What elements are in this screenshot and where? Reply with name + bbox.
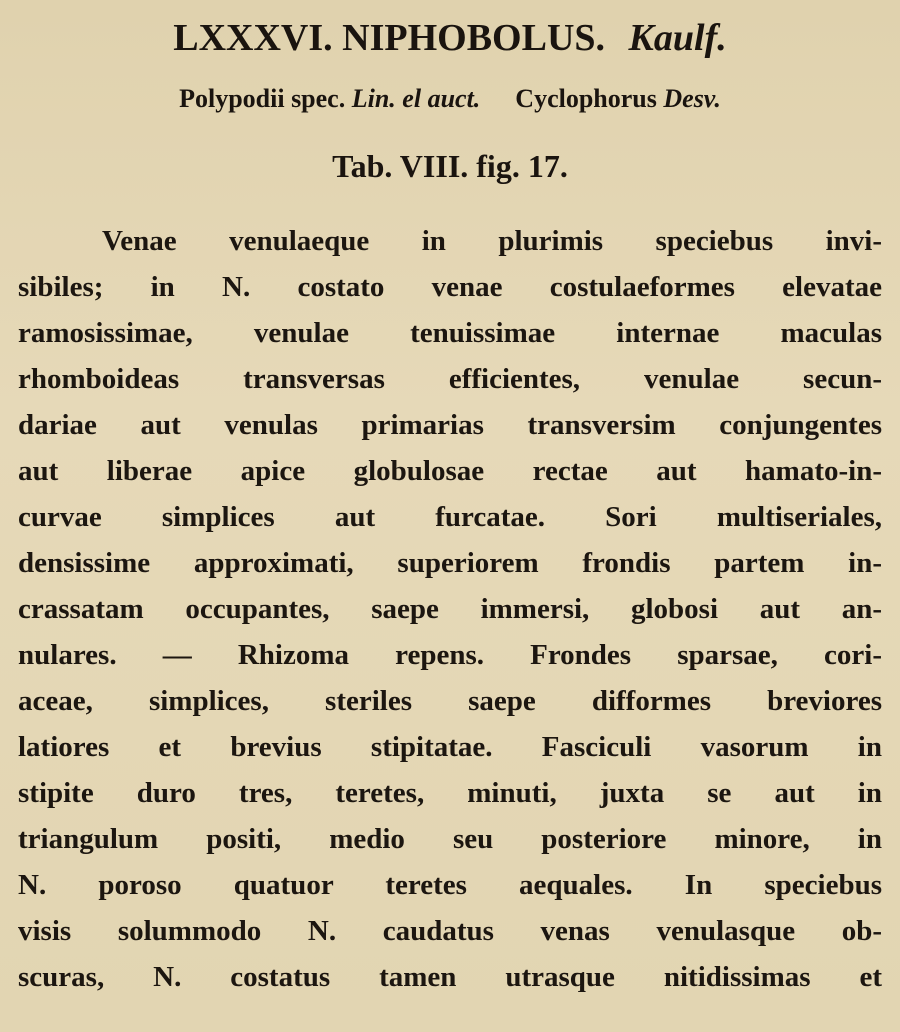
text-line: dariae aut venulas primarias transversim conjungentes xyxy=(18,409,882,441)
text-line: ramosissimae, venulae tenuissimae internae maculas xyxy=(18,317,882,349)
text-line: densissime approximati, superiorem frondis partem in- xyxy=(18,547,882,579)
text-line: rhomboideas transversas efficientes, venulae secun- xyxy=(18,363,882,395)
text-line: Venae venulaeque in plurimis speciebus invi- xyxy=(102,225,882,257)
genus-author: Kaulf. xyxy=(628,17,727,59)
text-line: latiores et brevius stipitatae. Fasciculi vasorum in xyxy=(18,731,882,763)
text-line: nulares. — Rhizoma repens. Frondes sparsae, cori- xyxy=(18,639,882,671)
text-line: sibiles; in N. costato venae costulaeformes elevatae xyxy=(18,271,882,303)
text-line: scuras, N. costatus tamen utrasque nitidissimas et xyxy=(18,961,882,993)
synonym-1-author: Lin. el auct. xyxy=(351,84,481,113)
text-line: curvae simplices aut furcatae. Sori multiseriales, xyxy=(18,501,882,533)
text-line: crassatam occupantes, saepe immersi, globosi aut an- xyxy=(18,593,882,625)
genus-number: LXXXVI. xyxy=(173,17,333,59)
description-text xyxy=(18,218,882,1000)
text-line: aceae, simplices, steriles saepe difformes breviores xyxy=(18,685,882,717)
genus-name: NIPHOBOLUS. xyxy=(342,17,606,59)
synonym-2-author: Desv. xyxy=(663,84,721,113)
text-line: visis solummodo N. caudatus venas venulasque ob- xyxy=(18,915,882,947)
text-line: aut liberae apice globulosae rectae aut hamato-in- xyxy=(18,455,882,487)
text-line: N. poroso quatuor teretes aequales. In speciebus xyxy=(18,869,882,901)
text-line: triangulum positi, medio seu posteriore minore, in xyxy=(18,823,882,855)
synonym-1-name: Polypodii spec. xyxy=(179,84,346,113)
plate-reference: Tab. VIII. fig. 17. xyxy=(332,148,568,184)
synonyms-line xyxy=(0,84,900,114)
text-line: stipite duro tres, teretes, minuti, juxta se aut in xyxy=(18,777,882,809)
genus-heading xyxy=(0,16,900,60)
synonym-2-name: Cyclophorus xyxy=(515,84,657,113)
